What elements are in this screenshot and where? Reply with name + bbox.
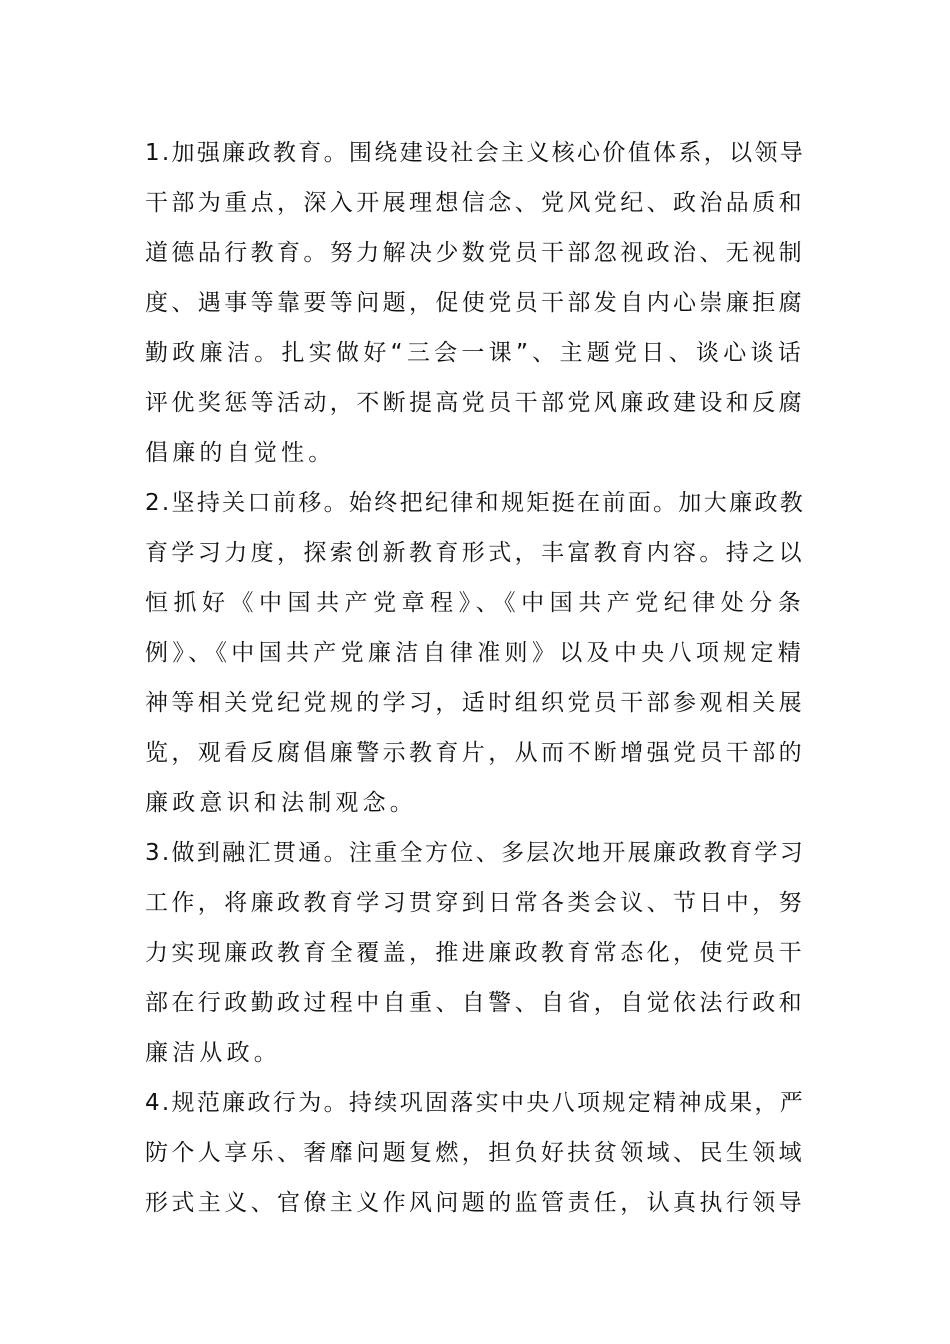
- text-line: 干部为重点，深入开展理想信念、党风党纪、政治品质和: [145, 190, 805, 216]
- text-line: 4.规范廉政行为。持续巩固落实中央八项规定精神成果，严: [145, 1090, 805, 1116]
- text-line: 恒抓好《中国共产党章程》、《中国共产党纪律处分条: [145, 590, 805, 616]
- text-line: 倡廉的自觉性。: [145, 440, 336, 466]
- text-line: 廉洁从政。: [145, 1040, 281, 1066]
- text-line: 廉政意识和法制观念。: [145, 790, 417, 816]
- text-line: 育学习力度，探索创新教育形式，丰富教育内容。持之以: [145, 540, 805, 566]
- document-page: [145, 128, 805, 1228]
- text-line: 度、遇事等靠要等问题，促使党员干部发自内心崇廉拒腐: [145, 290, 805, 316]
- paragraph-3: [145, 828, 805, 1078]
- text-line: 1.加强廉政教育。围绕建设社会主义核心价值体系，以领导: [145, 140, 805, 166]
- text-line: 防个人享乐、奢靡问题复燃，担负好扶贫领域、民生领域: [145, 1140, 805, 1166]
- text-line: 2.坚持关口前移。始终把纪律和规矩挺在前面。加大廉政教: [145, 490, 805, 516]
- text-line: 神等相关党纪党规的学习，适时组织党员干部参观相关展: [145, 690, 805, 716]
- paragraph-4: [145, 1078, 805, 1228]
- text-line: 勤政廉洁。扎实做好“三会一课”、主题党日、谈心谈话: [145, 340, 805, 366]
- text-line: 工作，将廉政教育学习贯穿到日常各类会议、节日中，努: [145, 890, 805, 916]
- text-line: 3.做到融汇贯通。注重全方位、多层次地开展廉政教育学习: [145, 840, 805, 866]
- text-line: 形式主义、官僚主义作风问题的监管责任，认真执行领导: [145, 1190, 805, 1216]
- paragraph-2: [145, 478, 805, 828]
- paragraph-1: [145, 128, 805, 478]
- text-line: 力实现廉政教育全覆盖，推进廉政教育常态化，使党员干: [145, 940, 805, 966]
- text-line: 道德品行教育。努力解决少数党员干部忽视政治、无视制: [145, 240, 805, 266]
- text-line: 部在行政勤政过程中自重、自警、自省，自觉依法行政和: [145, 990, 805, 1016]
- text-line: 例》、《中国共产党廉洁自律准则》以及中央八项规定精: [145, 640, 805, 666]
- text-line: 评优奖惩等活动，不断提高党员干部党风廉政建设和反腐: [145, 390, 805, 416]
- text-line: 览，观看反腐倡廉警示教育片，从而不断增强党员干部的: [145, 740, 805, 766]
